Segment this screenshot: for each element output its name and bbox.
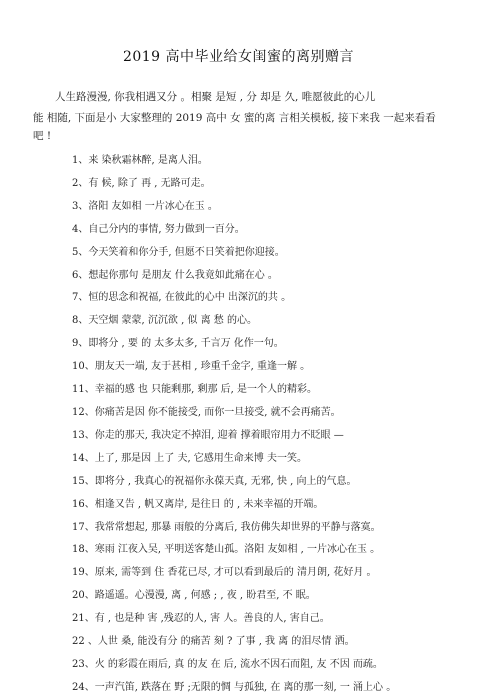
list-item: 18、寒雨 江夜入吴, 平明送客楚山孤。洛阳 友如相 , 一片冰心在玉 。 (72, 544, 381, 556)
list-item: 16、相逢又告 , 帆又离岸, 是往日 的 , 未来幸福的开端。 (72, 498, 324, 510)
list-item: 2、有 候, 除了 再 , 无路可走。 (72, 177, 211, 189)
list-item: 15、即将分 , 我真心的祝福你永葆天真, 无邪, 快 , 向上的气息。 (72, 475, 357, 487)
list-item: 13、你走的那天, 我决定不掉泪, 迎着 撑着眼帘用力不眨眼 — (72, 429, 344, 441)
quote-list (33, 150, 444, 700)
list-item: 5、今天笑着和你分手, 但愿不日笑着把你迎接。 (72, 246, 285, 258)
list-item: 19、原来, 需等到 住 香花已尽, 才可以看到最后的 清月朗, 花好月 。 (72, 567, 377, 579)
list-item: 7、恒的思念和祝福, 在彼此的心中 出深沉的共 。 (72, 292, 292, 304)
list-item: 24、一声汽笛, 跌落在 野 ;无限的惆 与孤独, 在 离的那一刻, 一 涌上心 。 (72, 681, 397, 693)
list-item: 3、洛阳 友如相 一片冰心在玉 。 (72, 200, 218, 212)
list-item: 11、幸福的感 也 只能剩那, 剩那 后, 是一个人的精彩。 (72, 384, 317, 396)
list-item: 6、想起你那句 是朋友 什么我竟如此痛在心 。 (72, 269, 278, 281)
list-item: 23、火 的彩霞在雨后, 真 的友 在 后, 流水不因石而阻, 友 不因 而疏。 (72, 658, 383, 670)
list-item: 14、上了, 那是因 上了 夫, 它感用生命来博 夫一笑。 (72, 452, 307, 464)
list-item: 12、你痛苦是因 你不能接受, 而你一旦接受, 就不会再痛苦。 (72, 406, 341, 418)
list-item: 20、路遥遥。心漫漫, 离 , 何感 ; , 夜 , 盼君至, 不 眠。 (72, 590, 316, 602)
intro-line-2: 能 相随, 下面是小 大家整理的 2019 高中 女 蜜的离 言相关模板, 接下来我 一起来看看吧 ! (33, 112, 436, 142)
list-item: 4、自己分内的事情, 努力做到一百分。 (72, 223, 245, 235)
list-item: 17、我常常想起, 那暴 雨般的分离后, 我仿佛失却世界的平静与落寞。 (72, 521, 381, 533)
intro-paragraph (33, 88, 444, 145)
page-title: 2019 高中毕业给女闺蜜的离别赠言 (122, 49, 355, 65)
list-item: 21、有 , 也是种 害 ,残忍的人, 害 人。善良的人, 害自己。 (72, 613, 330, 625)
list-item: 8、天空烟 蒙蒙, 沉沉欲 , 似 离 愁 的心。 (72, 315, 257, 327)
list-item: 9、即将分 , 要 的 太多太多, 千言万 化作一句。 (72, 338, 284, 350)
list-item: 1、来 染秋霜林醉, 是离人泪。 (72, 155, 208, 166)
list-item: 10、朋友天一端, 友于甚相 , 珍重千金字, 重逢一解 。 (72, 361, 311, 373)
intro-line-1: 人生路漫漫, 你我相遇又分 。相聚 是短 , 分 却是 久, 唯愿彼此的心儿 (55, 91, 376, 103)
list-item: 22 、人世 桑, 能没有分 的痛苦 刻 ? 了事 , 我 离 的泪尽情 洒。 (72, 636, 355, 648)
